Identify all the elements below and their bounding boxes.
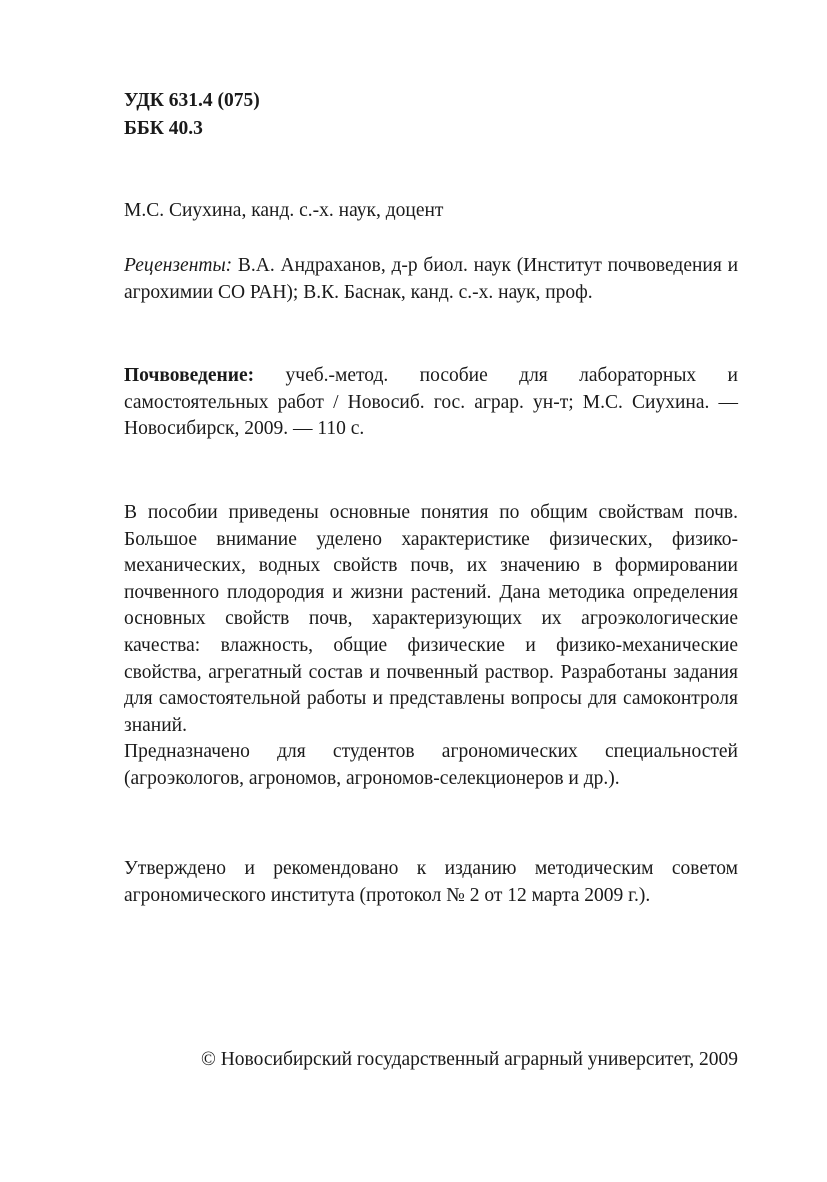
abstract-paragraph-1: В пособии приведены основные понятия по общим свойствам почв. Большое внимание уделено характеристике физических, физико-механических, водных свойств почв, их значению в формировании почвенного плодородия и жизни растений. Дана методика определения основных свойств почв, характеризующих их агроэкологические качества: влажность, общие физические и физико-механические свойства, агрегатный состав и почвенный раствор. Разработаны задания для самостоятельной работы и представлены вопросы для самоконтроля знаний. [124, 502, 738, 736]
abstract-paragraph-2: Предназначено для студентов агрономических специальностей (агроэкологов, агрономов, агрономов-селекционеров и др.). [124, 741, 738, 789]
abstract [124, 500, 738, 793]
citation-text: учеб.-метод. пособие для лабораторных и самостоятельных работ / Новосиб. гос. аграр. ун-т; М.С. Сиухина. — Новосибирск, 2009. — 110 с. [124, 365, 738, 440]
reviewers-label: Рецензенты: [124, 255, 233, 276]
reviewers-text: В.А. Андраханов, д-р биол. наук (Институт почвоведения и агрохимии СО РАН); В.К. Баснак, канд. с.-х. наук, проф. [124, 255, 739, 303]
author-line: М.С. Сиухина, канд. с.-х. наук, доцент [124, 200, 444, 221]
classification-codes [124, 87, 738, 143]
copyright-line: © Новосибирский государственный аграрный университет, 2009 [201, 1049, 738, 1070]
udk-code: УДК 631.4 (075) [124, 90, 260, 111]
book-title: Почвоведение: [124, 365, 255, 386]
bbk-code: ББК 40.3 [124, 118, 203, 139]
reviewers-block [124, 253, 738, 306]
approval-note: Утверждено и рекомендовано к изданию методическим советом агрономического института (протокол № 2 от 12 марта 2009 г.). [124, 858, 738, 906]
bibliographic-citation [124, 363, 738, 443]
